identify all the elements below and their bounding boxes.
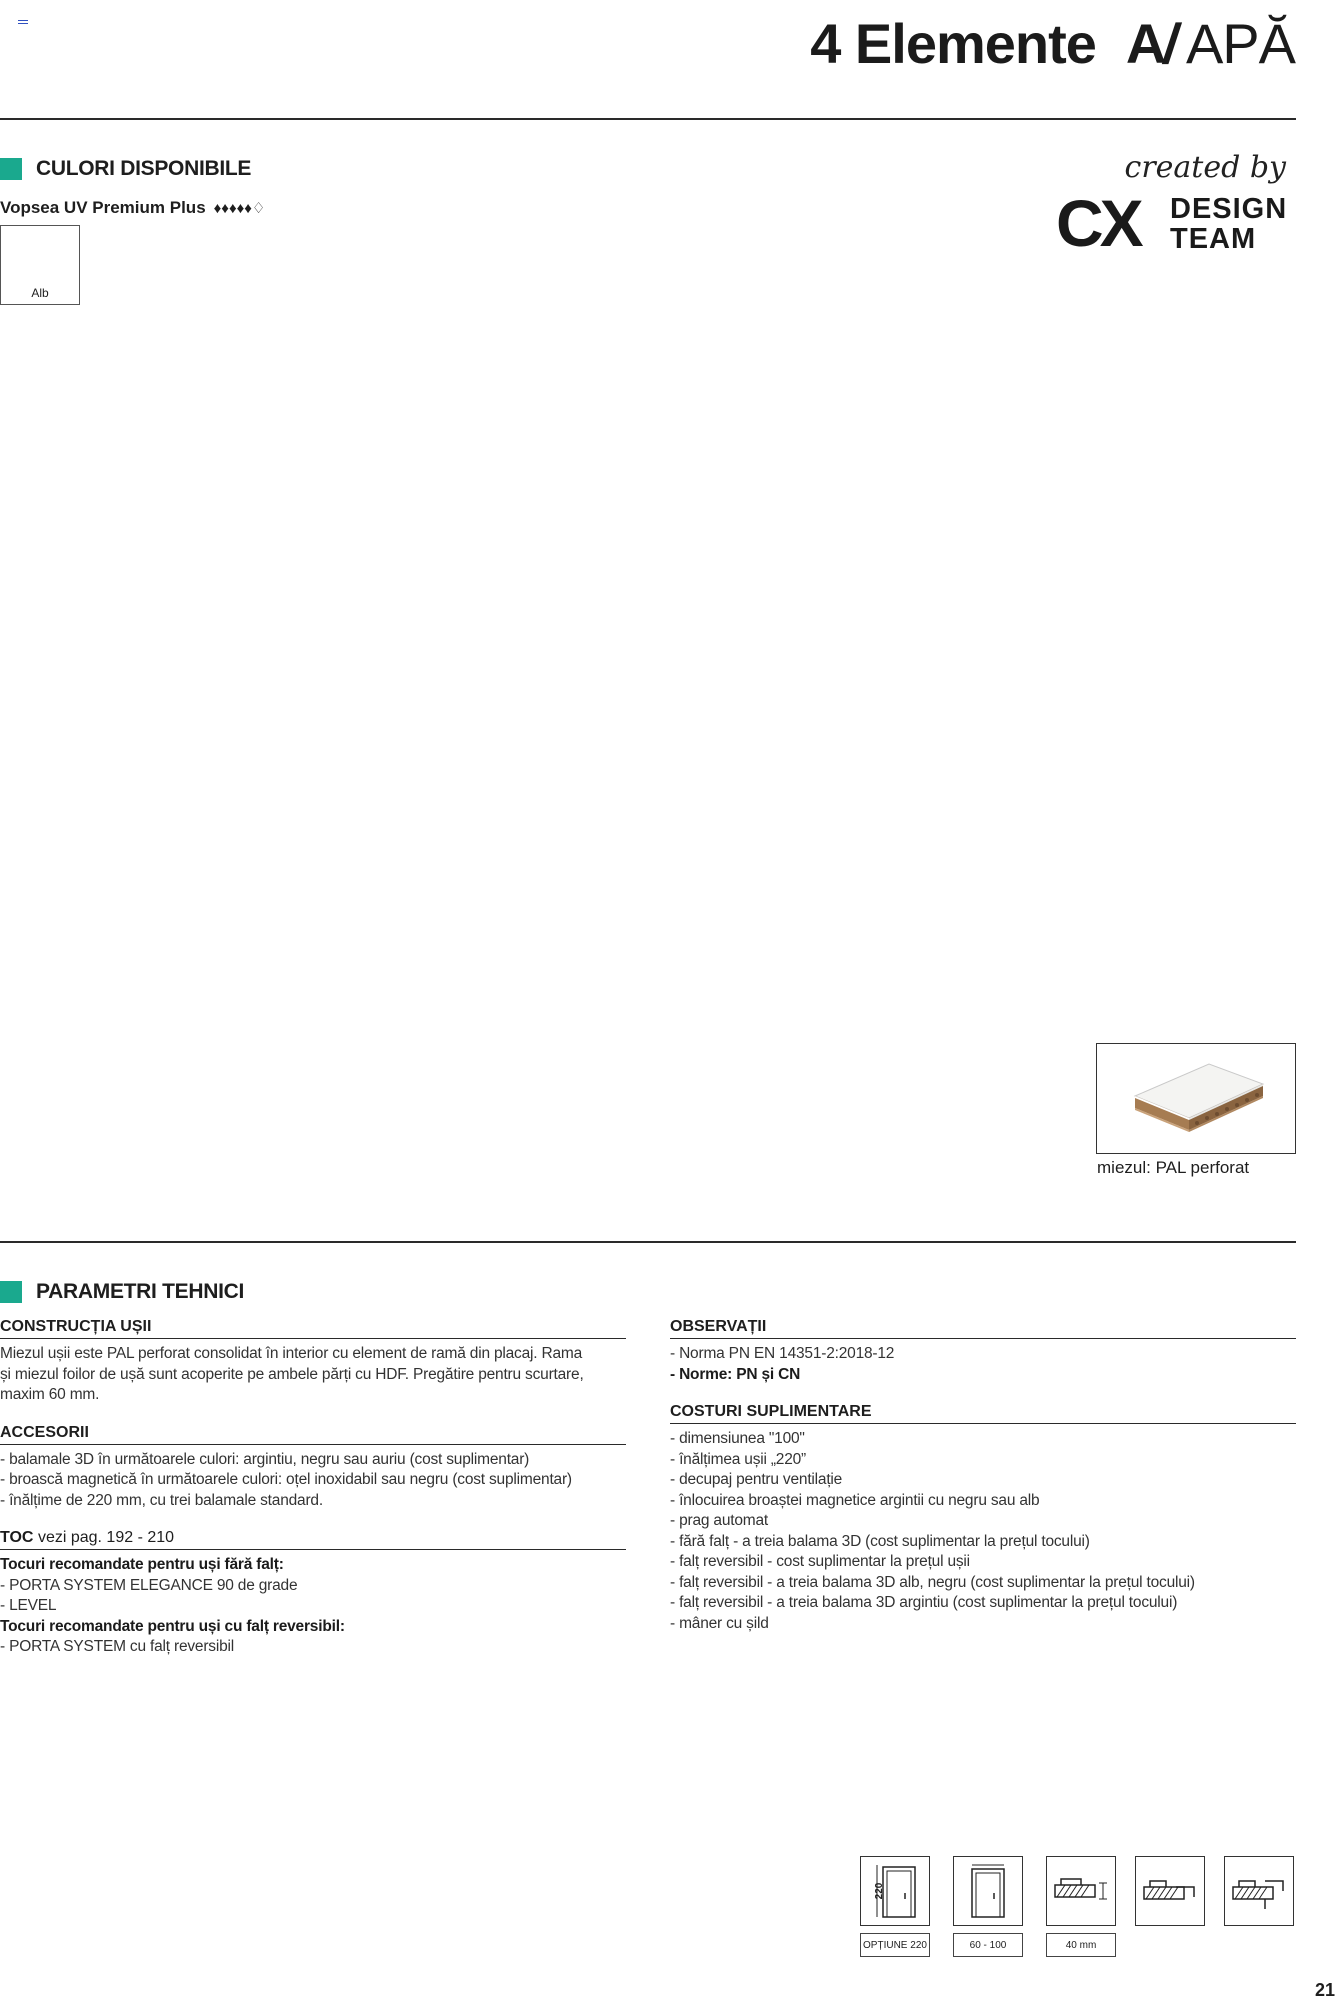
accessory-line: - înălțime de 220 mm, cu trei balamale standard.	[0, 1491, 323, 1509]
observations-heading: OBSERVAȚII	[670, 1318, 1296, 1339]
menu-icon[interactable]	[18, 20, 28, 26]
reversible-rebate-icon	[1224, 1856, 1294, 1926]
extra-cost-item: - falț reversibil - cost suplimentar la prețul ușii	[670, 1553, 970, 1570]
paint-type	[0, 198, 265, 218]
tech-right-column	[670, 1318, 1296, 1634]
frame-title: TOC	[0, 1529, 34, 1546]
page-number: 21	[1314, 1980, 1335, 2000]
construction-line: și miezul foilor de ușă sunt acoperite pe ambele părți cu HDF. Pregătire pentru scurtare,	[0, 1365, 584, 1383]
rebate-profile-icon	[1135, 1856, 1205, 1926]
frame-item: - PORTA SYSTEM ELEGANCE 90 de grade	[0, 1576, 298, 1594]
construction-heading: CONSTRUCȚIA UȘII	[0, 1318, 626, 1339]
title-slash: /	[1160, 12, 1185, 75]
option-220-label: OPȚIUNE 220	[860, 1933, 930, 1957]
observation-line: - Norma PN EN 14351-2:2018-12	[670, 1345, 895, 1362]
paint-label: Vopsea UV Premium Plus	[0, 198, 206, 217]
extra-cost-item: - falț reversibil - a treia balama 3D alb, negru (cost suplimentar la prețul tocului)	[670, 1573, 1195, 1591]
frame-heading	[0, 1529, 626, 1550]
colors-section-heading	[0, 157, 251, 181]
extra-cost-item: - înălțimea ușii „220”	[670, 1450, 807, 1468]
colors-section-title: CULORI DISPONIBILE	[36, 157, 252, 180]
accessories-heading: ACCESORII	[0, 1424, 626, 1445]
tech-section-heading	[0, 1280, 244, 1304]
logo-design-word: DESIGN	[1170, 193, 1288, 225]
frame-no-rebate-title: Tocuri recomandate pentru uși fără falț:	[0, 1556, 284, 1573]
extra-costs-heading: COSTURI SUPLIMENTARE	[670, 1403, 1296, 1424]
page-title	[810, 12, 1295, 76]
frame-reversible-title: Tocuri recomandate pentru uși cu falț reversibil:	[0, 1617, 345, 1635]
frame-page-ref[interactable]: vezi pag. 192 - 210	[37, 1529, 175, 1546]
logo-cx-letters: CX	[1056, 186, 1140, 260]
tech-left-column	[0, 1318, 626, 1658]
extra-cost-item: - fără falț - a treia balama 3D (cost suplimentar la prețul tocului)	[670, 1532, 1090, 1550]
construction-text	[0, 1344, 626, 1406]
tech-section-title: PARAMETRI TEHNICI	[36, 1280, 245, 1303]
accessories-text	[0, 1450, 626, 1512]
accessory-line: - balamale 3D în următoarele culori: argintiu, negru sau auriu (cost suplimentar)	[0, 1450, 530, 1468]
durability-rating-icons: ♦♦♦♦♦♢	[213, 200, 266, 217]
frame-text	[0, 1555, 626, 1658]
section-marker-icon	[0, 158, 22, 180]
extra-cost-item: - mâner cu șild	[670, 1614, 769, 1632]
door-width-icon	[953, 1856, 1023, 1926]
color-swatch-alb[interactable]	[0, 225, 80, 305]
section-marker-icon	[0, 1281, 22, 1303]
observations-text	[670, 1344, 1296, 1385]
extra-cost-item: - înlocuirea broaștei magnetice argintii cu negru sau alb	[670, 1491, 1040, 1509]
extra-cost-item: - dimensiunea "100"	[670, 1430, 805, 1447]
door-height-label: 220	[874, 1882, 885, 1900]
observation-line: - Norme: PN și CN	[670, 1365, 801, 1383]
extra-cost-item: - falț reversibil - a treia balama 3D argintiu (cost suplimentar la prețul tocului)	[670, 1594, 1178, 1611]
core-sample-image	[1096, 1043, 1296, 1154]
series-letter: A	[1125, 12, 1167, 75]
cx-design-team-logo	[1056, 150, 1298, 258]
color-swatch-label: Alb	[31, 286, 49, 300]
extra-cost-item: - decupaj pentru ventilație	[670, 1471, 843, 1488]
header-divider	[0, 118, 1296, 120]
accessory-line: - broască magnetică în următoarele culori: oțel inoxidabil sau negru (cost suplimentar)	[0, 1471, 572, 1488]
frame-item: - LEVEL	[0, 1597, 57, 1614]
logo-script-text: created by	[1124, 150, 1286, 185]
construction-line: Miezul ușii este PAL perforat consolidat în interior cu element de ramă din placaj. Rama	[0, 1345, 583, 1362]
construction-line: maxim 60 mm.	[0, 1386, 100, 1403]
logo-team-word: TEAM	[1170, 223, 1257, 255]
model-name: 4 Elemente	[810, 12, 1096, 75]
product-name: APĂ	[1185, 12, 1295, 75]
door-220-icon	[860, 1856, 930, 1926]
extra-cost-item: - prag automat	[670, 1512, 769, 1529]
door-thickness-icon	[1046, 1856, 1116, 1926]
extra-costs-list	[670, 1429, 1296, 1634]
section-divider	[0, 1241, 1296, 1243]
thickness-label: 40 mm	[1046, 1933, 1116, 1957]
width-range-label: 60 - 100	[953, 1933, 1023, 1957]
frame-item: - PORTA SYSTEM cu falț reversibil	[0, 1638, 234, 1655]
core-caption: miezul: PAL perforat	[1097, 1158, 1250, 1177]
pal-core-icon	[1097, 1044, 1294, 1152]
